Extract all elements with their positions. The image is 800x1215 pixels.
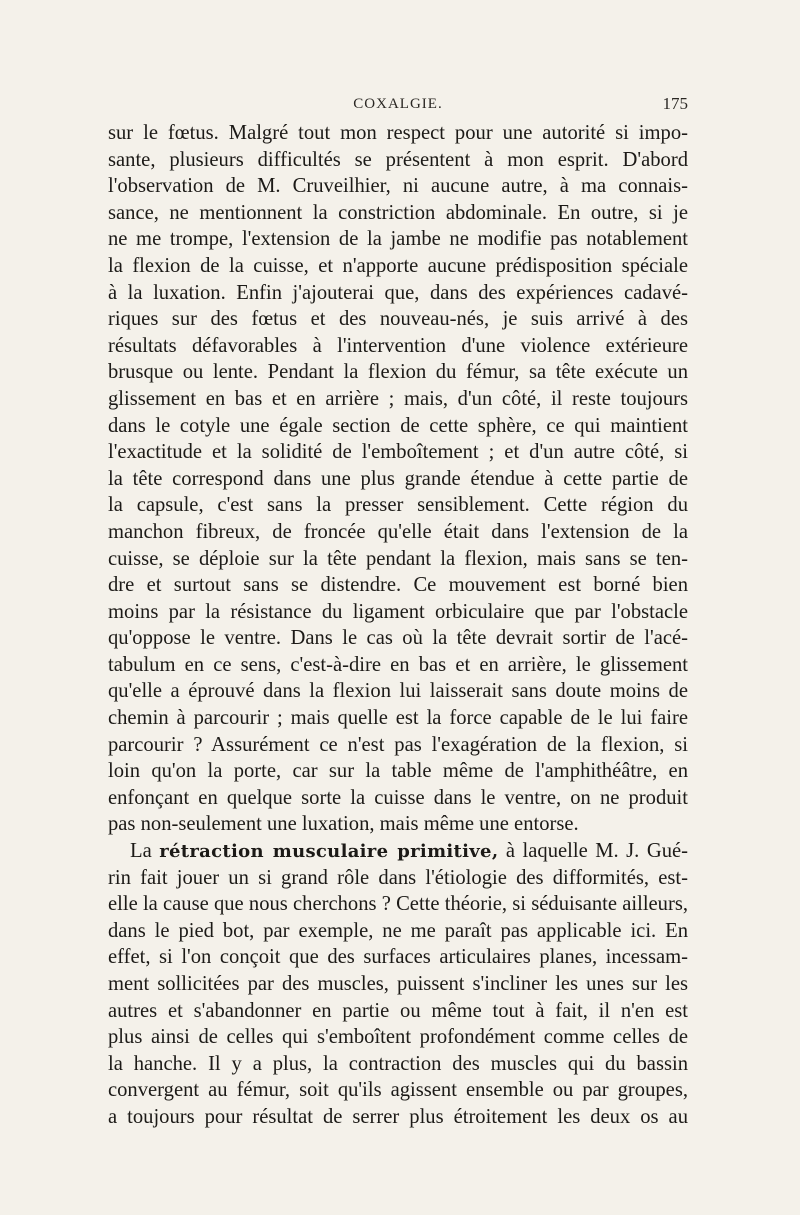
page-number: 175 xyxy=(662,94,688,113)
text-line: sance, ne mentionnent la constriction abdominale. En outre, si je xyxy=(108,201,688,224)
text-line: qu'oppose le ventre. Dans le cas où la tête devrait sortir de l'acé- xyxy=(108,627,688,650)
text-line: dre et surtout sans se distendre. Ce mouvement est borné bien xyxy=(108,574,688,597)
text-line: ment sollicitées par des muscles, puissent s'incliner les unes sur les xyxy=(108,973,688,995)
text-line: brusque ou lente. Pendant la flexion du fémur, sa tête exécute un xyxy=(108,361,688,384)
text-line: plus ainsi de celles qui s'emboîtent profondément comme celles de xyxy=(108,1026,688,1049)
text-line: l'exactitude et la solidité de l'emboîtement ; et d'un autre côté, si xyxy=(108,441,688,464)
text-line: ne me trompe, l'extension de la jambe ne modifie pas notablement xyxy=(108,228,688,251)
text-line: sur le fœtus. Malgré tout mon respect pour une autorité si impo- xyxy=(108,122,688,144)
text-line: riques sur des fœtus et des nouveau-nés, je suis arrivé à des xyxy=(108,308,688,331)
text-line: effet, si l'on conçoit que des surfaces articulaires planes, incessam- xyxy=(108,946,688,969)
running-head xyxy=(108,92,688,120)
text-line: dans le pied bot, par exemple, ne me paraît pas applicable ici. En xyxy=(108,919,688,942)
text-line: résultats défavorables à l'intervention d'une violence extérieure xyxy=(108,334,688,357)
text-line: rin fait jouer un si grand rôle dans l'étiologie des difformités, est- xyxy=(108,866,688,889)
text-line: enfonçant en quelque sorte la cuisse dans le ventre, on ne produit xyxy=(108,786,688,809)
text-line: la hanche. Il y a plus, la contraction des muscles qui du bassin xyxy=(108,1052,688,1075)
text-line: moins par la résistance du ligament orbiculaire que par l'obstacle xyxy=(108,600,688,623)
text-line: dans le cotyle une égale section de cette sphère, ce qui maintient xyxy=(108,414,688,437)
text-line: chemin à parcourir ; mais quelle est la force capable de le lui faire xyxy=(108,707,688,730)
text-line: convergent au fémur, soit qu'ils agissent ensemble ou par groupes, xyxy=(108,1079,688,1102)
text-line: pas non-seulement une luxation, mais même une entorse. xyxy=(108,813,579,836)
text-line: a toujours pour résultat de serrer plus étroitement les deux os au xyxy=(108,1105,688,1128)
text-line: la tête correspond dans une plus grande étendue à cette partie de xyxy=(108,467,688,490)
emphasized-term: rétraction musculaire primitive, xyxy=(159,841,499,863)
paragraph-2-first-line xyxy=(108,838,688,865)
body-text xyxy=(108,120,688,1131)
text-line: manchon fibreux, de froncée qu'elle était dans l'extension de la xyxy=(108,520,688,543)
text-line: elle la cause que nous cherchons ? Cette théorie, si séduisante ailleurs, xyxy=(108,893,688,916)
text-line: à la luxation. Enfin j'ajouterai que, dans des expériences cadavé- xyxy=(108,281,688,304)
first-line-end: à laquelle M. J. Gué- xyxy=(498,840,689,863)
paragraph-1 xyxy=(108,120,688,838)
paragraph-2 xyxy=(108,838,688,1131)
text-line: sante, plusieurs difficultés se présentent à mon esprit. D'abord xyxy=(108,148,688,171)
text-line: la capsule, c'est sans la presser sensiblement. Cette région du xyxy=(108,494,688,517)
text-line: tabulum en ce sens, c'est-à-dire en bas et en arrière, le glissement xyxy=(108,653,688,676)
text-line: autres et s'abandonner en partie ou même tout à fait, il n'en est xyxy=(108,999,688,1022)
text-line: l'observation de M. Cruveilhier, ni aucune autre, à ma connais- xyxy=(108,175,688,198)
text-line: la flexion de la cuisse, et n'apporte aucune prédisposition spéciale xyxy=(108,254,688,277)
text-line: cuisse, se déploie sur la tête pendant la flexion, mais sans se ten- xyxy=(108,547,688,570)
text-line: loin qu'on la porte, car sur la table même de l'amphithéâtre, en xyxy=(108,760,688,783)
text-line: parcourir ? Assurément ce n'est pas l'exagération de la flexion, si xyxy=(108,733,688,756)
book-page xyxy=(108,92,688,1131)
text-line: glissement en bas et en arrière ; mais, d'un côté, il reste toujours xyxy=(108,387,688,410)
first-line-start: La xyxy=(130,840,160,863)
text-line: qu'elle a éprouvé dans la flexion lui laisserait sans doute moins de xyxy=(108,680,688,703)
running-title: COXALGIE. xyxy=(353,96,443,112)
